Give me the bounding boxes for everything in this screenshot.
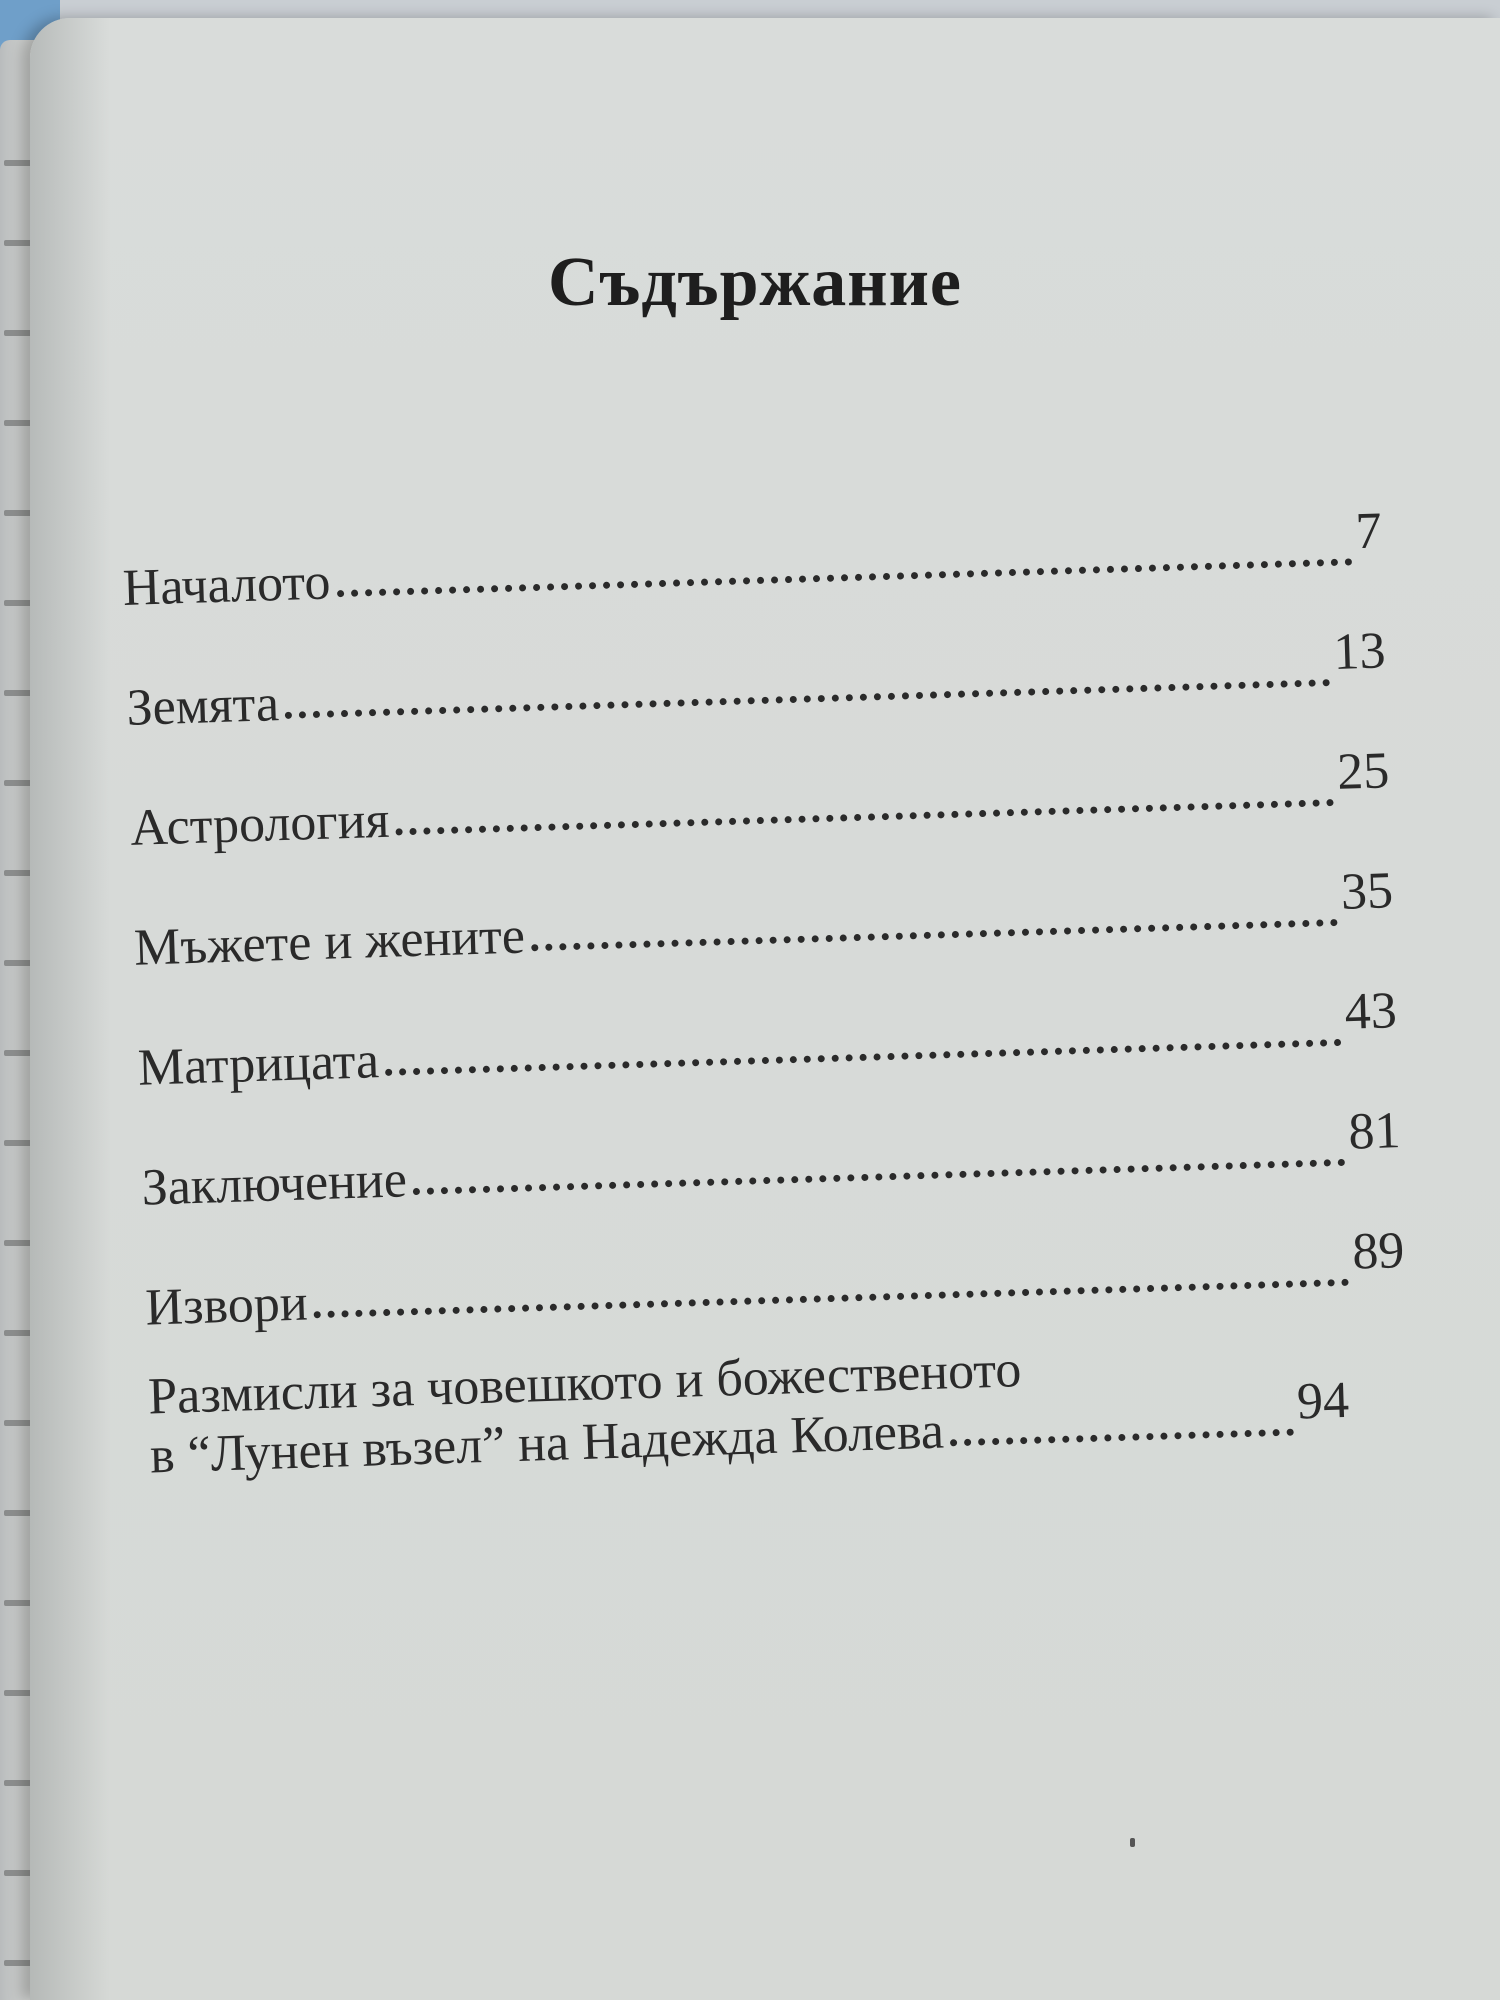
toc-entry-page: 81: [1347, 1102, 1402, 1161]
page-title: Съдържание: [547, 244, 962, 321]
toc-entry-page: 35: [1340, 862, 1394, 921]
book-page: [30, 18, 1500, 2000]
toc-entry-page: 43: [1343, 982, 1398, 1041]
toc-entry-page: 89: [1351, 1222, 1406, 1281]
toc-entry-page: 7: [1354, 502, 1383, 561]
toc-entry-label: Земята: [125, 675, 280, 737]
toc-entry-label-line2: в “Лунен възел” на Надежда Колева: [149, 1402, 945, 1485]
table-of-contents: [120, 458, 1410, 1485]
toc-entry-label: Началото: [121, 553, 332, 617]
paper-speck: [1130, 1838, 1135, 1847]
toc-entry-label: Астрология: [129, 791, 391, 857]
toc-entry-label: Мъжете и жените: [133, 907, 526, 977]
toc-entry-page: 94: [1296, 1371, 1350, 1431]
toc-entry-label-block: [147, 1330, 1350, 1486]
toc-entry-label: Заключение: [140, 1151, 408, 1217]
dot-leader: [314, 1279, 1350, 1319]
toc-entry-multiline: [147, 1328, 1410, 1486]
toc-entry-label: Извори: [144, 1274, 309, 1337]
toc-entry-page: 13: [1332, 622, 1387, 681]
toc-entry-label: Матрицата: [137, 1032, 380, 1097]
dot-leader: [950, 1429, 1294, 1447]
toc-entry-label-line1: Размисли за човешкото и божественото: [147, 1341, 1023, 1426]
toc-entry-page: 25: [1336, 742, 1391, 801]
